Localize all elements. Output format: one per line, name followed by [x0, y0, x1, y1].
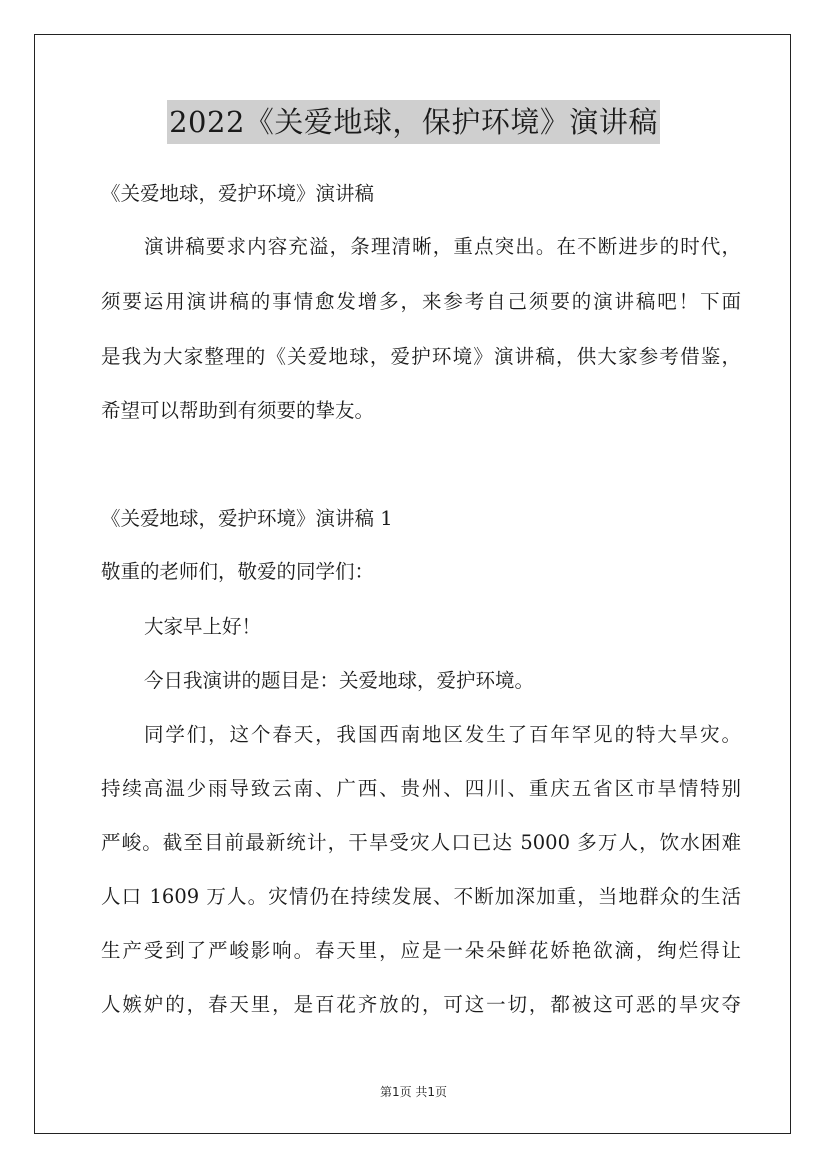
- paragraph-line-5: 生产受到了严峻影响。春天里，应是一朵朵鲜花娇艳欲滴，绚烂得让: [101, 939, 741, 962]
- intro-line-2: 须要运用演讲稿的事情愈发增多，来参考自己须要的演讲稿吧！下面: [101, 290, 741, 313]
- section-heading: 《关爱地球，爱护环境》演讲稿 1: [101, 507, 393, 530]
- title-container: [0, 100, 827, 144]
- speech-topic: 今日我演讲的题目是：关爱地球，爱护环境。: [144, 669, 535, 692]
- salutation: 敬重的老师们，敬爱的同学们：: [101, 560, 375, 583]
- paragraph-line-3: 严峻。截至目前最新统计，干旱受灾人口已达 5000 多万人，饮水困难: [101, 831, 741, 854]
- paragraph-line-6: 人嫉妒的，春天里，是百花齐放的，可这一切，都被这可恶的旱灾夺: [101, 993, 741, 1016]
- intro-line-1: 演讲稿要求内容充溢，条理清晰，重点突出。在不断进步的时代，: [144, 235, 741, 258]
- subtitle: 《关爱地球，爱护环境》演讲稿: [101, 182, 375, 205]
- document-title: 2022《关爱地球，保护环境》演讲稿: [167, 100, 660, 144]
- intro-line-4: 希望可以帮助到有须要的挚友。: [101, 399, 375, 422]
- greeting: 大家早上好！: [144, 615, 262, 638]
- paragraph-line-1: 同学们，这个春天，我国西南地区发生了百年罕见的特大旱灾。: [144, 723, 741, 746]
- paragraph-line-4: 人口 1609 万人。灾情仍在持续发展、不断加深加重，当地群众的生活: [101, 885, 741, 908]
- paragraph-line-2: 持续高温少雨导致云南、广西、贵州、四川、重庆五省区市旱情特别: [101, 777, 741, 800]
- intro-line-3: 是我为大家整理的《关爱地球，爱护环境》演讲稿，供大家参考借鉴，: [101, 345, 741, 368]
- page-footer: 第1页 共1页: [379, 1085, 448, 1099]
